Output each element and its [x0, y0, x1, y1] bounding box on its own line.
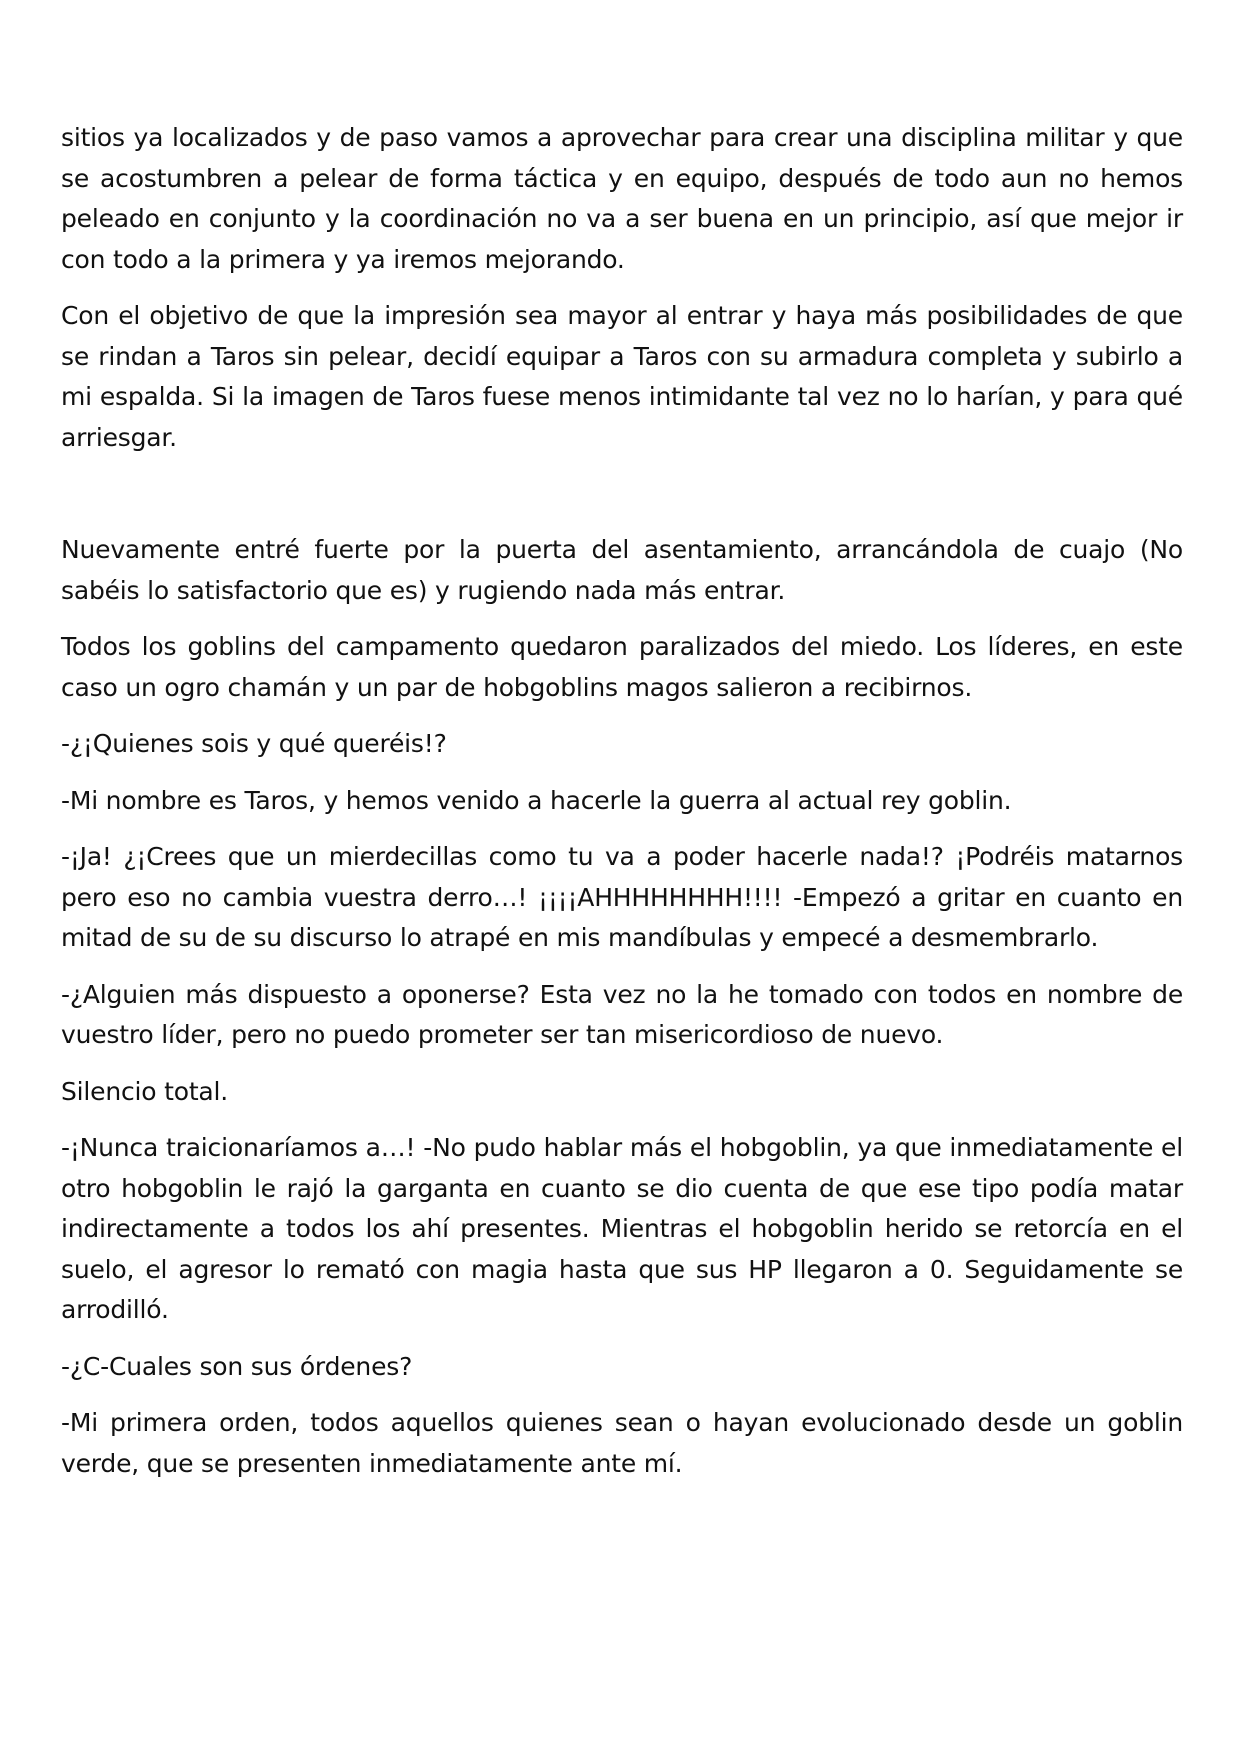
paragraph: Nuevamente entré fuerte por la puerta del asentamiento, arrancándola de cuajo (No sabéis lo satisfactorio que es) y rugiendo nada más entrar.	[61, 535, 1183, 605]
dialogue-line: -¿C-Cuales son sus órdenes?	[61, 1351, 413, 1381]
paragraph: Todos los goblins del campamento quedaron paralizados del miedo. Los líderes, en este caso un ogro chamán y un par de hobgoblins magos salieron a recibirnos.	[61, 632, 1183, 702]
dialogue-line: -Mi primera orden, todos aquellos quienes sean o hayan evolucionado desde un goblin verde, que se presenten inmediatamente ante mí.	[61, 1408, 1183, 1478]
dialogue-line: -¿Alguien más dispuesto a oponerse? Esta vez no la he tomado con todos en nombre de vuestro líder, pero no puedo prometer ser tan misericordioso de nuevo.	[61, 979, 1183, 1049]
dialogue-line: -¡Nunca traicionaríamos a…! -No pudo hablar más el hobgoblin, ya que inmediatamente el otro hobgoblin le rajó la garganta en cuanto se dio cuenta de que ese tipo podía matar indirectamente a todos los ahí presentes. Mientras el hobgoblin herido se retorcía en el suelo, el agresor lo remató con magia hasta que sus HP llegaron a 0. Seguidamente se arrodilló.	[61, 1133, 1183, 1324]
paragraph: Silencio total.	[61, 1076, 229, 1106]
document-body	[61, 118, 1183, 1500]
paragraph: sitios ya localizados y de paso vamos a aprovechar para crear una disciplina militar y que se acostumbren a pelear de forma táctica y en equipo, después de todo aun no hemos peleado en conjunto y la coordinación no va a ser buena en un principio, así que mejor ir con todo a la primera y ya iremos mejorando.	[61, 123, 1183, 274]
dialogue-line: -Mi nombre es Taros, y hemos venido a hacerle la guerra al actual rey goblin.	[61, 785, 1012, 815]
dialogue-line: -¿¡Quienes sois y qué queréis!?	[61, 729, 447, 758]
paragraph: Con el objetivo de que la impresión sea mayor al entrar y haya más posibilidades de que se rindan a Taros sin pelear, decidí equipar a Taros con su armadura completa y subirlo a mi espalda. Si la imagen de Taros fuese menos intimidante tal vez no lo harían, y para qué arriesgar.	[61, 301, 1183, 452]
dialogue-line: -¡Ja! ¿¡Crees que un mierdecillas como tu va a poder hacerle nada!? ¡Podréis matarnos pero eso no cambia vuestra derro…! ¡¡¡¡AHHHHHHHH!!!! -Empezó a gritar en cuanto en mitad de su de su discurso lo atrapé en mis mandíbulas y empecé a desmembrarlo.	[61, 842, 1183, 952]
